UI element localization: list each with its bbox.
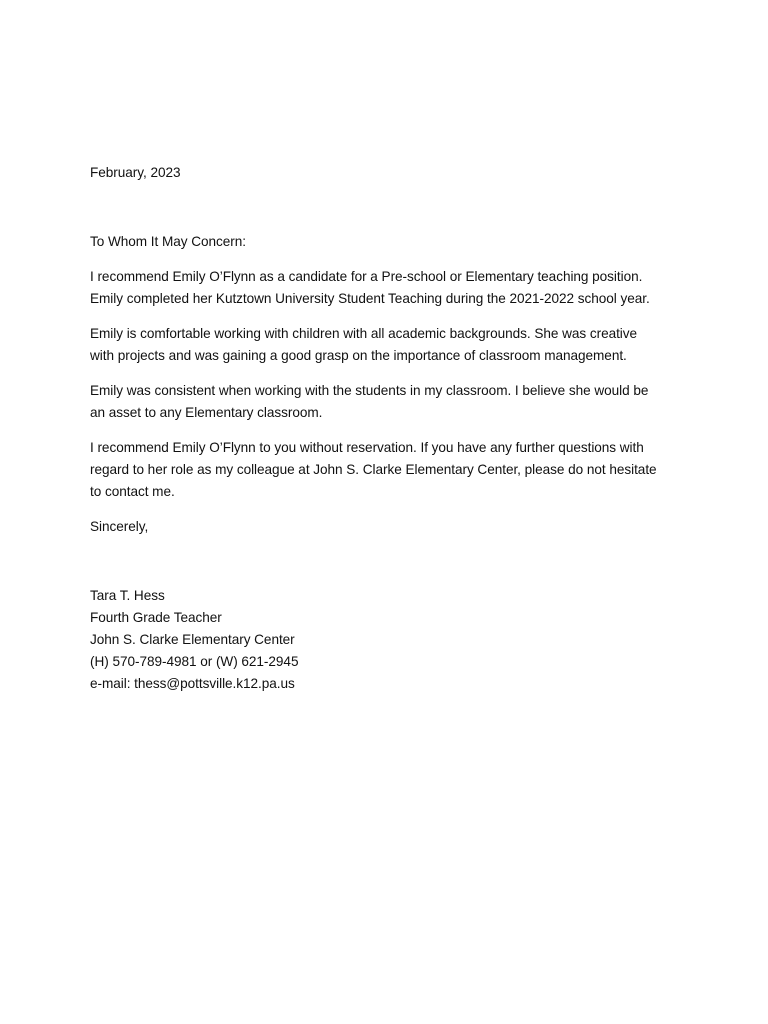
signer-title: Fourth Grade Teacher: [90, 610, 222, 625]
paragraph-line: I recommend Emily O’Flynn as a candidate for a Pre-school or Elementary teaching position.: [90, 269, 643, 284]
paragraph-line: Emily is comfortable working with children with all academic backgrounds. She was creative: [90, 326, 638, 341]
signer-school: John S. Clarke Elementary Center: [90, 632, 295, 647]
body-paragraph-1: [90, 266, 690, 310]
letter-salutation: To Whom It May Concern:: [90, 234, 246, 249]
paragraph-line: Emily completed her Kutztown University Student Teaching during the 2021-2022 school year.: [90, 291, 650, 306]
paragraph-line: an asset to any Elementary classroom.: [90, 405, 323, 420]
paragraph-line: Emily was consistent when working with the students in my classroom. I believe she would be: [90, 383, 649, 398]
signature-block: [90, 585, 690, 695]
paragraph-line: to contact me.: [90, 484, 175, 499]
recommendation-letter: [90, 162, 690, 695]
letter-closing: Sincerely,: [90, 519, 149, 534]
body-paragraph-2: [90, 323, 690, 367]
signer-name: Tara T. Hess: [90, 588, 165, 603]
letter-date: February, 2023: [90, 165, 181, 180]
body-paragraph-3: [90, 380, 690, 424]
paragraph-line: I recommend Emily O’Flynn to you without reservation. If you have any further questions with: [90, 440, 644, 455]
paragraph-line: with projects and was gaining a good grasp on the importance of classroom management.: [90, 348, 627, 363]
body-paragraph-4: [90, 437, 690, 503]
signer-phone: (H) 570-789-4981 or (W) 621-2945: [90, 654, 299, 669]
signer-email: e-mail: thess@pottsville.k12.pa.us: [90, 676, 295, 691]
paragraph-line: regard to her role as my colleague at John S. Clarke Elementary Center, please do not hesitate: [90, 462, 657, 477]
